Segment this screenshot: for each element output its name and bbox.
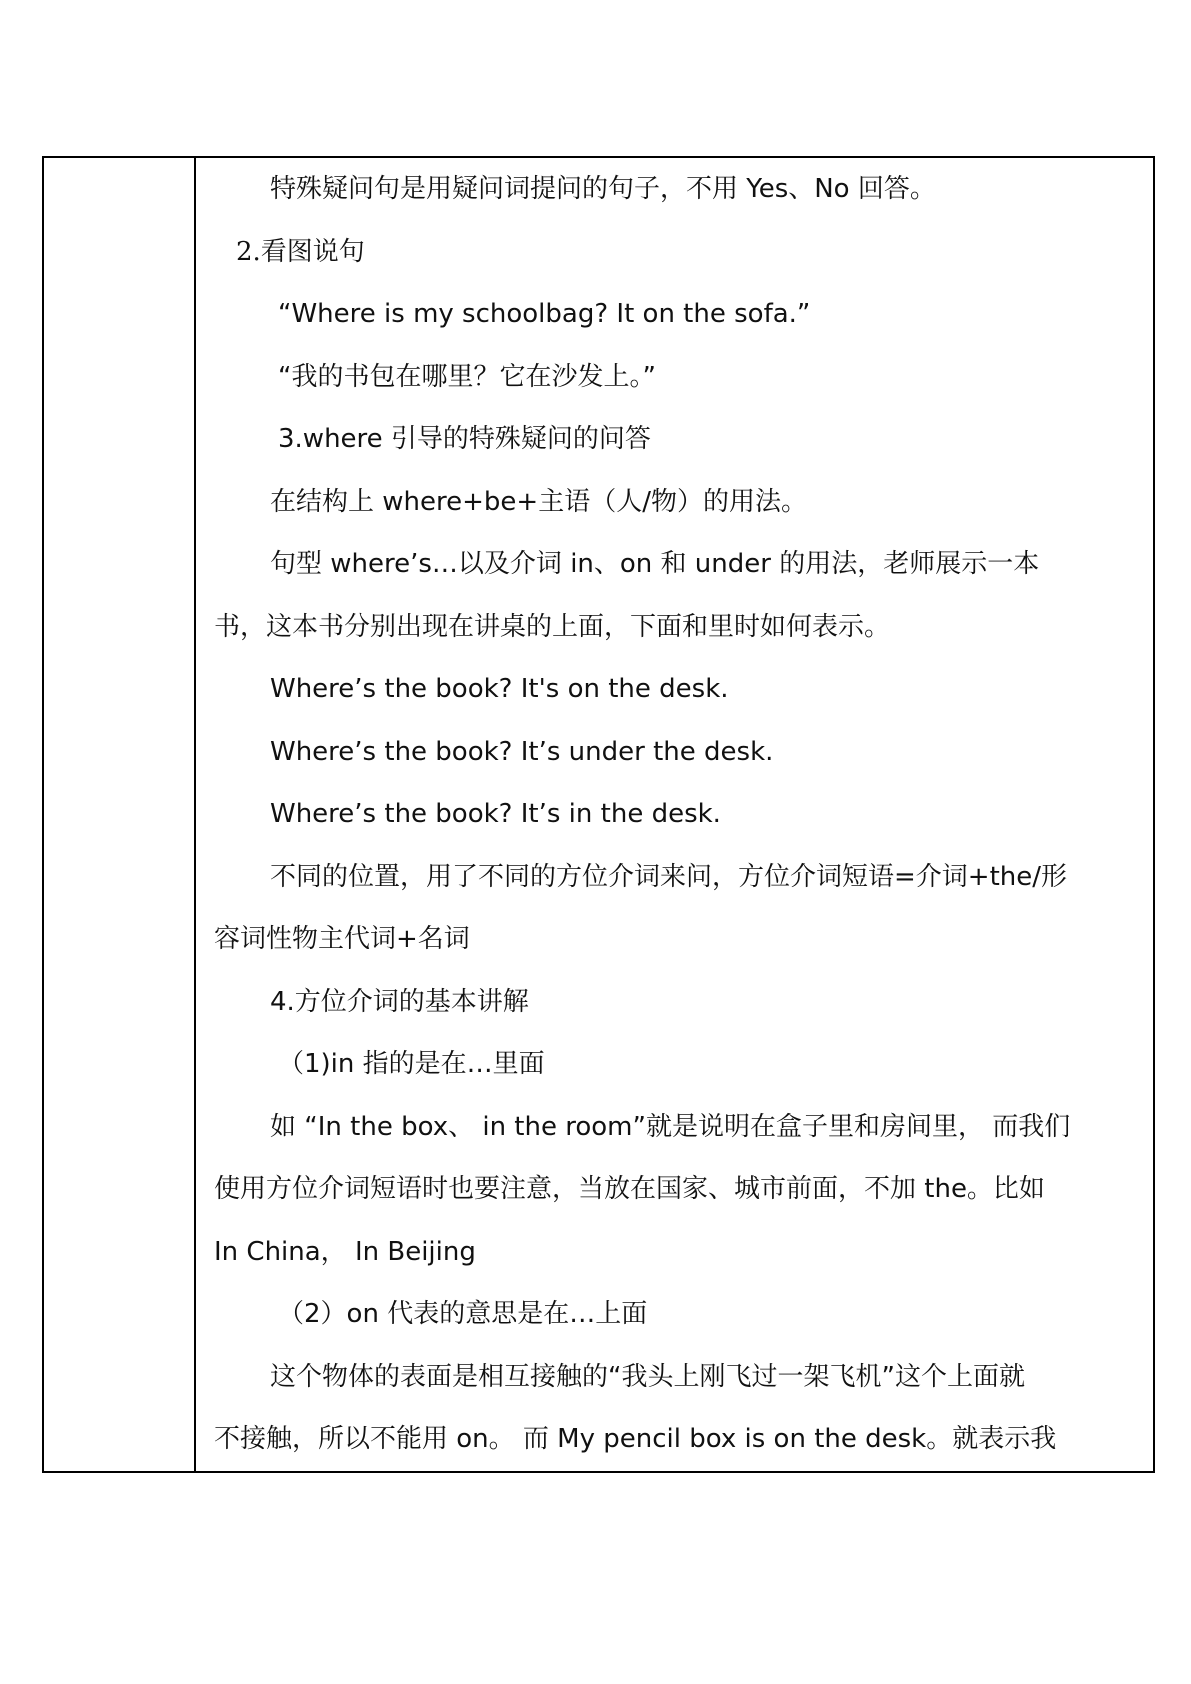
text-line: 容词性物主代词+名词	[214, 924, 470, 954]
text-line: 使用方位介词短语时也要注意，当放在国家、城市前面，不加 the。比如	[214, 1174, 1045, 1204]
example-sentence: “Where is my schoolbag? It on the sofa.”	[278, 299, 811, 329]
text-line: 在结构上 where+be+主语（人/物）的用法。	[270, 486, 807, 517]
text-line: 如 “In the box、 in the room”就是说明在盒子里和房间里， 而我们	[270, 1111, 1071, 1142]
text-line: In China， In Beijing	[214, 1236, 476, 1267]
section-heading: 3.where 引导的特殊疑问的问答	[278, 424, 651, 454]
column-divider	[194, 158, 196, 1471]
lesson-table	[42, 156, 1155, 1473]
subsection-heading: （1)in 指的是在…里面	[278, 1049, 545, 1079]
text-line: 特殊疑问句是用疑问词提问的句子，不用 Yes、No 回答。	[270, 174, 936, 204]
example-sentence: Where’s the book? It's on the desk.	[270, 674, 729, 704]
example-sentence: Where’s the book? It’s in the desk.	[270, 799, 721, 829]
section-heading: 4.方位介词的基本讲解	[270, 986, 529, 1017]
text-line: 书，这本书分别出现在讲桌的上面，下面和里时如何表示。	[214, 611, 891, 642]
example-sentence: Where’s the book? It’s under the desk.	[270, 736, 774, 767]
text-line: 句型 where’s…以及介词 in、on 和 under 的用法，老师展示一本	[270, 549, 1040, 579]
subsection-heading: （2）on 代表的意思是在…上面	[278, 1299, 648, 1329]
text-line: 不接触，所以不能用 on。 而 My pencil box is on the desk。就表示我	[214, 1424, 1057, 1454]
section-heading: 2.看图说句	[236, 236, 365, 267]
text-line: 这个物体的表面是相互接触的“我头上刚飞过一架飞机”这个上面就	[270, 1361, 1025, 1392]
lesson-content-cell	[214, 158, 1145, 1471]
example-translation: “我的书包在哪里？它在沙发上。”	[278, 361, 656, 392]
text-line: 不同的位置，用了不同的方位介词来问，方位介词短语=介词+the/形	[270, 861, 1067, 892]
